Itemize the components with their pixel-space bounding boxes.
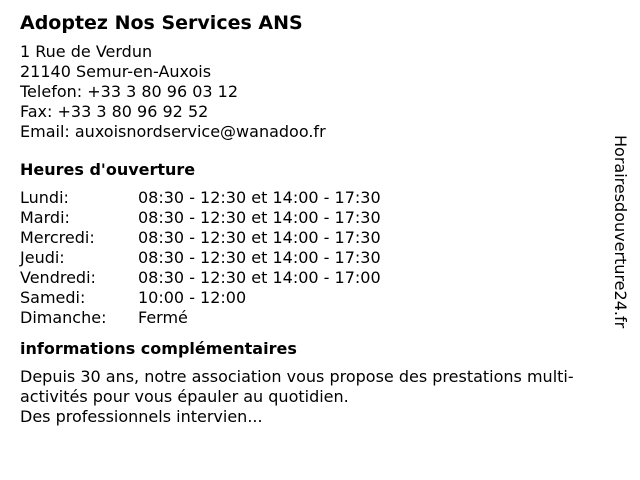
business-listing [20, 10, 610, 427]
hours-time: 08:30 - 12:30 et 14:00 - 17:00 [138, 268, 381, 287]
hours-row-monday [20, 188, 610, 208]
hours-row-saturday [20, 288, 610, 308]
hours-day: Mardi: [20, 208, 70, 227]
hours-row-sunday [20, 308, 610, 328]
hours-day: Jeudi: [20, 248, 65, 267]
hours-time: 08:30 - 12:30 et 14:00 - 17:30 [138, 248, 381, 267]
hours-row-tuesday [20, 208, 610, 228]
hours-row-wednesday [20, 228, 610, 248]
street-address: 1 Rue de Verdun [20, 42, 153, 61]
info-text: Depuis 30 ans, notre association vous propose des prestations multi-activités pour vous épauler au quotidien. [20, 367, 574, 406]
hours-day: Samedi: [20, 288, 86, 307]
hours-day: Mercredi: [20, 228, 95, 247]
info-text-truncated: Des professionnels intervien... [20, 407, 263, 426]
hours-row-thursday [20, 248, 610, 268]
hours-row-friday [20, 268, 610, 288]
hours-day: Lundi: [20, 188, 69, 207]
business-title: Adoptez Nos Services ANS [20, 12, 303, 34]
fax-number: Fax: +33 3 80 96 92 52 [20, 102, 209, 121]
city-address: 21140 Semur-en-Auxois [20, 62, 212, 81]
hours-time: Fermé [138, 308, 188, 327]
phone-number: Telefon: +33 3 80 96 03 12 [20, 82, 239, 101]
hours-heading: Heures d'ouverture [20, 160, 196, 179]
hours-time: 08:30 - 12:30 et 14:00 - 17:30 [138, 208, 381, 227]
hours-day: Vendredi: [20, 268, 96, 287]
site-watermark: Horairesdouverture24.fr [611, 135, 630, 329]
info-heading: informations complémentaires [20, 339, 297, 358]
email-address: Email: auxoisnordservice@wanadoo.fr [20, 122, 326, 141]
hours-table [20, 188, 610, 328]
hours-day: Dimanche: [20, 308, 107, 327]
hours-time: 08:30 - 12:30 et 14:00 - 17:30 [138, 228, 381, 247]
contact-block [20, 42, 610, 142]
hours-time: 08:30 - 12:30 et 14:00 - 17:30 [138, 188, 381, 207]
info-description [20, 367, 618, 427]
hours-time: 10:00 - 12:00 [138, 288, 247, 307]
